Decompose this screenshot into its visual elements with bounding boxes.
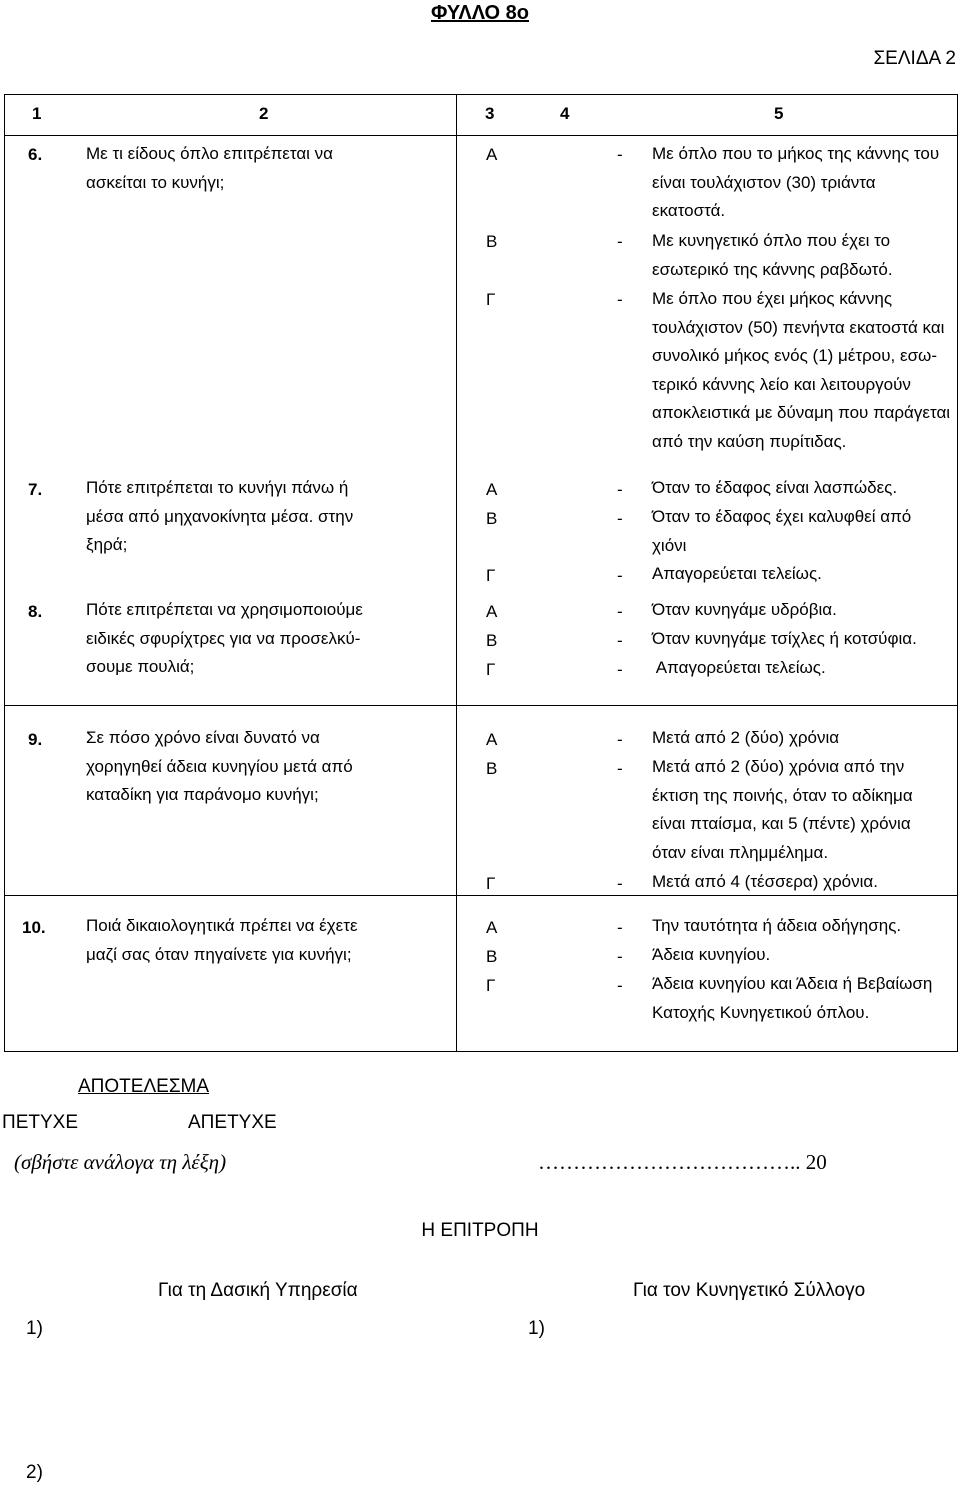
header-col-4: 4 [560, 104, 570, 123]
option-letter: Β [486, 509, 498, 528]
option-letter: Α [486, 918, 498, 937]
result-date: ……………………………….. 20 [538, 1150, 827, 1174]
option-text: Όταν κυνηγάμε τσίχλες ή κοτσύφια. [652, 629, 917, 648]
option-letter: Β [486, 232, 498, 251]
option-dash: - [617, 232, 623, 251]
header-col-2: 2 [259, 104, 269, 123]
question-text: Πότε επιτρέπεται το κυνήγι πάνω ή μέσα από μηχανοκίνητα μέσα. στην ξηρά; [86, 478, 354, 554]
option-letter: Α [486, 480, 498, 499]
option-dash: - [617, 509, 623, 528]
option-dash: - [617, 730, 623, 749]
question-number: 9. [28, 730, 43, 749]
option-text: Με κυνηγετικό όπλο που έχει το εσωτερικό της κάννης ραβδωτό. [652, 231, 893, 279]
page-number: ΣΕΛΙΔΑ 2 [873, 48, 956, 69]
option-text: Μετά από 4 (τέσσερα) χρόνια. [652, 872, 878, 891]
option-dash: - [617, 947, 623, 966]
option-dash: - [617, 874, 623, 893]
option-dash: - [617, 145, 623, 164]
option-text: Όταν το έδαφος είναι λασπώδες. [652, 478, 898, 497]
option-dash: - [617, 976, 623, 995]
hunting-club-label: Για τον Κυνηγετικό Σύλλογο [633, 1280, 866, 1301]
option-letter: Γ [486, 874, 496, 893]
question-number: 8. [28, 602, 43, 621]
option-dash: - [617, 660, 623, 679]
page-title: ΦΥΛΛΟ 8ο [431, 2, 529, 24]
signature-1-right: 1) [528, 1318, 545, 1339]
option-text: Άδεια κυνηγίου και Άδεια ή Βεβαίωση Κατοχής Κυνηγετικού όπλου. [652, 974, 933, 1022]
option-letter: Α [486, 730, 498, 749]
header-divider [5, 135, 957, 136]
option-text: Με όπλο που το μήκος της κάννης του είναι τουλάχιστον (30) τριάντα εκατοστά. [652, 144, 940, 220]
question-text: Πότε επιτρέπεται να χρησιμοποιούμε ειδικές σφυρίχτρες για να προσελκύ-σουμε πουλιά; [86, 600, 363, 676]
header-col-3: 3 [485, 104, 495, 123]
signature-1-left: 1) [26, 1318, 43, 1339]
option-text: Την ταυτότητα ή άδεια οδήγησης. [652, 916, 902, 935]
option-letter: Γ [486, 290, 496, 309]
option-dash: - [617, 918, 623, 937]
option-text: Μετά από 2 (δύο) χρόνια [652, 728, 840, 747]
option-letter: Β [486, 947, 498, 966]
option-letter: Γ [486, 976, 496, 995]
result-pass: ΠΕΤΥΧΕ [2, 1112, 79, 1133]
option-letter: Β [486, 631, 498, 650]
committee-title: Η ΕΠΙΤΡΟΠΗ [421, 1220, 539, 1241]
result-title: ΑΠΟΤΕΛΕΣΜΑ [78, 1076, 210, 1097]
column-divider [456, 95, 457, 1051]
result-fail: ΑΠΕΤΥΧΕ [188, 1112, 277, 1133]
option-letter: Γ [486, 566, 496, 585]
header-col-1: 1 [32, 104, 42, 123]
option-text: Όταν το έδαφος έχει καλυφθεί από χιόνι [652, 507, 912, 555]
option-letter: Γ [486, 660, 496, 679]
question-text: Με τι είδους όπλο επιτρέπεται να ασκείται το κυνήγι; [86, 144, 334, 192]
option-text: Με όπλο που έχει μήκος κάννης τουλάχιστον (50) πενήντα εκατοστά και συνολικό μήκος ενός (1) μέτρου, εσω-τερικό κάννης λείο και λειτουργούν αποκλειστικά με δύναμη που παράγεται από την καύση πυρίτιδας. [652, 289, 951, 451]
option-dash: - [617, 631, 623, 650]
question-number: 7. [28, 480, 43, 499]
option-dash: - [617, 290, 623, 309]
question-text: Σε πόσο χρόνο είναι δυνατό να χορηγηθεί άδεια κυνηγίου μετά από καταδίκη για παράνομο κυνήγι; [86, 728, 353, 804]
question-number: 10. [22, 918, 46, 937]
option-dash: - [617, 759, 623, 778]
question-number: 6. [28, 145, 43, 164]
signature-2-left: 2) [26, 1462, 43, 1483]
option-text: Μετά από 2 (δύο) χρόνια από την έκτιση της ποινής, όταν το αδίκημα είναι πταίσμα, και 5 (πέντε) χρόνια όταν είναι πλημμέλημα. [652, 757, 913, 862]
option-text: Απαγορεύεται τελείως. [652, 658, 826, 677]
option-text: Όταν κυνηγάμε υδρόβια. [652, 600, 837, 619]
result-note: (σβήστε ανάλογα τη λέξη) [14, 1150, 227, 1174]
option-text: Άδεια κυνηγίου. [652, 945, 771, 964]
option-dash: - [617, 566, 623, 585]
option-letter: Α [486, 602, 498, 621]
option-letter: Β [486, 759, 498, 778]
row-divider [5, 705, 957, 706]
option-dash: - [617, 602, 623, 621]
header-col-5: 5 [774, 104, 784, 123]
forest-service-label: Για τη Δασική Υπηρεσία [158, 1280, 358, 1301]
question-text: Ποιά δικαιολογητικά πρέπει να έχετε μαζί σας όταν πηγαίνετε για κυνήγι; [86, 916, 358, 964]
option-dash: - [617, 480, 623, 499]
option-letter: Α [486, 145, 498, 164]
option-text: Απαγορεύεται τελείως. [652, 564, 822, 583]
